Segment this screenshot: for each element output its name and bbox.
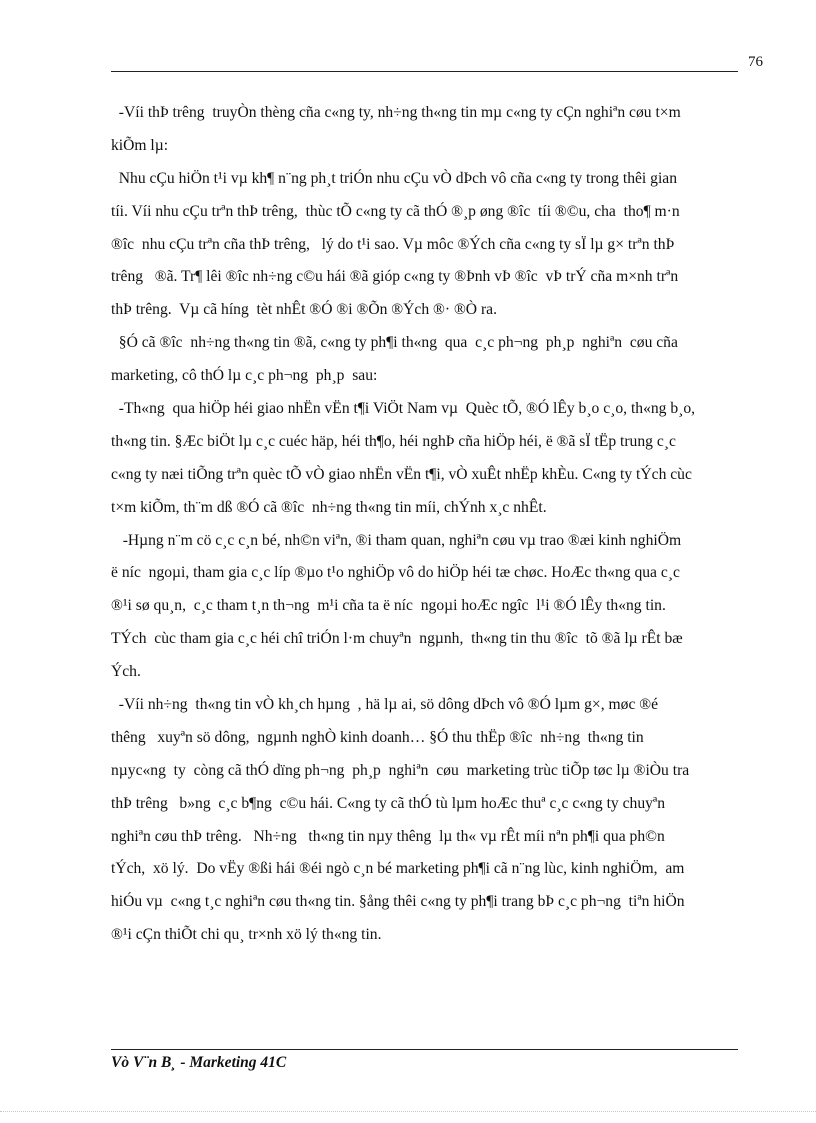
text-line: t×m kiÕm, th¨m dß ®Ó cã ®îc nh÷ng th«ng tin míi, chÝnh x¸c nhÊt.	[111, 498, 547, 516]
text-line: Ých.	[111, 663, 141, 681]
text-line: th«ng tin. §Æc biÖt lµ c¸c cuéc häp, héi th¶o, héi nghÞ cña hiÖp héi, ë ®ã sÏ tËp trung c¸c	[111, 432, 676, 450]
text-line: tÝch, xö lý. Do vËy ®ßi hái ®éi ngò c¸n bé marketing ph¶i cã n¨ng lùc, kinh nghiÖm, am	[111, 860, 685, 878]
text-line: ë níc ngoµi, tham gia c¸c líp ®µo t¹o nghiÖp vô do hiÖp héi tæ chøc. HoÆc th«ng qua c¸c	[111, 564, 680, 582]
text-line: kiÕm lµ:	[111, 136, 169, 154]
text-line: ®îc nhu cÇu trªn cña thÞ trêng, lý do t¹i sao. Vµ môc ®Ých cña c«ng ty sÏ lµ g× trªn thÞ	[111, 235, 675, 253]
text-line: hiÓu vµ c«ng t¸c nghiªn cøu th«ng tin. §ång thêi c«ng ty ph¶i trang bÞ c¸c ph¬ng tiªn hiÖn	[111, 893, 685, 911]
text-line: TÝch cùc tham gia c¸c héi chî triÓn l·m chuyªn ngµnh, th«ng tin thu ®îc tõ ®ã lµ rÊt bæ	[111, 630, 683, 648]
text-line: marketing, cô thÓ lµ c¸c ph¬ng ph¸p sau:	[111, 367, 378, 385]
text-line: -Th«ng qua hiÖp héi giao nhËn vËn t¶i ViÖt Nam vµ Quèc tÕ, ®Ó lÊy b¸o c¸o, th«ng b¸o,	[111, 400, 696, 418]
text-line: §Ó cã ®îc nh÷ng th«ng tin ®ã, c«ng ty ph¶i th«ng qua c¸c ph¬ng ph¸p nghiªn cøu cña	[111, 334, 678, 352]
header-rule	[111, 71, 738, 72]
footer-rule	[111, 1049, 738, 1050]
text-line: thÞ trêng b»ng c¸c b¶ng c©u hái. C«ng ty cã thÓ tù lµm hoÆc thuª c¸c c«ng ty chuyªn	[111, 794, 666, 812]
text-line: ®¹i cÇn thiÕt chi qu¸ tr×nh xö lý th«ng tin.	[111, 926, 382, 944]
text-line: thêng xuyªn sö dông, ngµnh nghÒ kinh doanh… §Ó thu thËp ®îc nh÷ng th«ng tin	[111, 728, 644, 746]
body-text	[111, 97, 763, 952]
text-line: nghiªn cøu thÞ trêng. Nh÷ng th«ng tin nµy thêng lµ th« vµ rÊt míi nªn ph¶i qua ph©n	[111, 827, 665, 845]
text-line: -Víi nh÷ng th«ng tin vÒ kh¸ch hµng , hä lµ ai, sö dông dÞch vô ®Ó lµm g×, møc ®é	[111, 696, 659, 714]
text-line: ®¹i sø qu¸n, c¸c tham t¸n th¬ng m¹i cña ta ë níc ngoµi hoÆc ngîc l¹i ®Ó lÊy th«ng tin.	[111, 597, 666, 615]
footer-author: Vò V¨n B¸ - Marketing 41C	[111, 1054, 287, 1071]
text-line: nµyc«ng ty còng cã thÓ dïng ph¬ng ph¸p nghiªn cøu marketing trùc tiÕp tøc lµ ®iÒu tra	[111, 761, 690, 779]
text-line: thÞ trêng. Vµ cã híng tèt nhÊt ®Ó ®i ®Õn ®Ých ®· ®Ò ra.	[111, 301, 497, 319]
text-line: -Víi thÞ trêng truyÒn thèng cña c«ng ty, nh÷ng th«ng tin mµ c«ng ty cÇn nghiªn cøu t×m	[111, 104, 681, 121]
page-edge-dotted-line	[0, 1111, 816, 1112]
text-line: -Hµng n¨m cö c¸c c¸n bé, nh©n viªn, ®i tham quan, nghiªn cøu vµ trao ®æi kinh nghiÖm	[111, 531, 682, 549]
page-number: 76	[748, 54, 763, 70]
text-line: c«ng ty næi tiÕng trªn quèc tÕ vÒ giao nhËn vËn t¶i, vÒ xuÊt nhËp khÈu. C«ng ty tÝch cùc	[111, 465, 692, 483]
text-line: tíi. Víi nhu cÇu trªn thÞ trêng, thùc tÕ c«ng ty cã thÓ ®¸p øng ®îc tíi ®©u, cha tho¶ m·n	[111, 202, 680, 220]
text-line: Nhu cÇu hiÖn t¹i vµ kh¶ n¨ng ph¸t triÓn nhu cÇu vÒ dÞch vô cña c«ng ty trong thêi gian	[111, 169, 678, 187]
text-line: trêng ®ã. Tr¶ lêi ®îc nh÷ng c©u hái ®ã gióp c«ng ty ®Þnh vÞ ®îc vÞ trÝ cña m×nh trªn	[111, 268, 679, 286]
